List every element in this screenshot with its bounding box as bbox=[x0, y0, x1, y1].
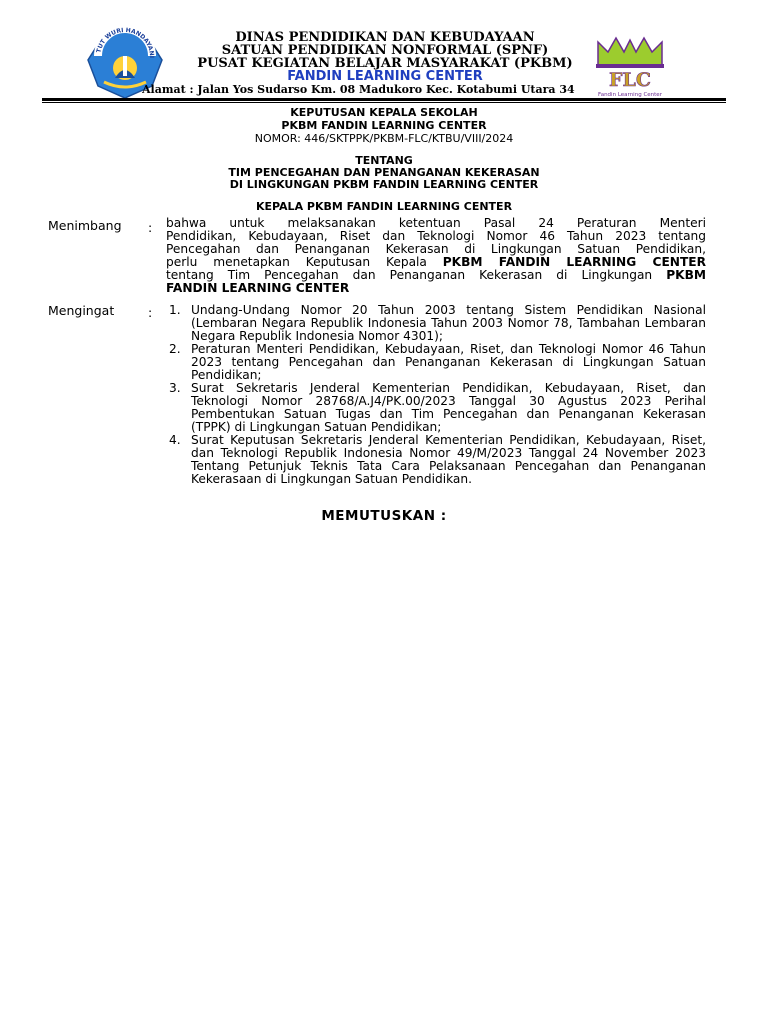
flc-logo bbox=[588, 36, 672, 98]
menimbang-line: bahwa untuk melaksanakan ketentuan Pasal 24 Peraturan Menteri bbox=[166, 216, 706, 230]
menimbang-line: Pendidikan, Kebudayaan, Riset dan Teknologi Nomor 46 Tahun 2023 tentang bbox=[166, 229, 706, 243]
menimbang-line: tentang Tim Pencegahan dan Penanganan Kekerasan di Lingkungan PKBM bbox=[166, 268, 706, 282]
menimbang-colon: : bbox=[148, 220, 153, 235]
decree-number: NOMOR: 446/SKTPPK/PKBM-FLC/KTBU/VIII/2024 bbox=[254, 132, 514, 145]
decree-signer-title: KEPALA PKBM FANDIN LEARNING CENTER bbox=[255, 200, 513, 213]
logo-motto: TUT WURI HANDAYANI bbox=[95, 26, 156, 59]
mengingat-list bbox=[166, 304, 706, 486]
letterhead-rule-thin bbox=[42, 102, 726, 103]
tentang-label: TENTANG bbox=[355, 154, 413, 167]
decree-title: KEPUTUSAN KEPALA SEKOLAH bbox=[290, 106, 478, 119]
menimbang-line: Pencegahan dan Penanganan Kekerasan di Lingkungan Satuan Pendidikan, bbox=[166, 242, 706, 256]
menimbang-label: Menimbang bbox=[48, 218, 122, 233]
menimbang-line: perlu menetapkan Keputusan Kepala PKBM FANDIN LEARNING CENTER bbox=[166, 255, 706, 269]
menimbang-text bbox=[166, 217, 706, 295]
flc-logo-caption: Fandin Learning Center bbox=[598, 92, 662, 98]
mengingat-colon: : bbox=[148, 305, 153, 320]
pkbm-name: PUSAT KEGIATAN BELAJAR MASYARAKAT (PKBM) bbox=[197, 56, 573, 71]
school-name: FANDIN LEARNING CENTER bbox=[287, 69, 483, 84]
decree-subject-line2: DI LINGKUNGAN PKBM FANDIN LEARNING CENTER bbox=[229, 178, 539, 191]
address-line: Alamat : Jalan Yos Sudarso Km. 08 Madukoro Kec. Kotabumi Utara 34 bbox=[142, 83, 575, 96]
list-item: 4. Surat Keputusan Sekretaris Jenderal Kementerian Pendidikan, Kebudayaan, Riset, dan Teknologi Republik Indonesia Nomor 49/M/2023 Tanggal 24 November 2023 Tentang Petunjuk Teknis Tata Cara Pelaksanaan Pencegahan dan Penanganan Kekerasaan di Lingkungan Satuan Pendidikan. bbox=[169, 433, 706, 486]
menimbang-line: FANDIN LEARNING CENTER bbox=[166, 281, 350, 295]
list-item: 3. Surat Sekretaris Jenderal Kementerian Pendidikan, Kebudayaan, Riset, dan Teknologi Nomor 28768/A.J4/PK.00/2023 Tanggal 30 Agustus 2023 Perihal Pembentukan Satuan Tugas dan Tim Pencegahan dan Penanganan Kekerasan (TPPK) di Lingkungan Satuan Pendidikan; bbox=[169, 381, 706, 434]
list-item: 1. Undang-Undang Nomor 20 Tahun 2003 tentang Sistem Pendidikan Nasional (Lembaran Negara Republik Indonesia Tahun 2003 Nomor 78, Tambahan Lembaran Negara Republik Indonesia Nomor 4301); bbox=[169, 303, 706, 343]
agency-name: DINAS PENDIDIKAN DAN KEBUDAYAAN bbox=[235, 30, 535, 45]
memutuskan-heading: MEMUTUSKAN : bbox=[321, 508, 447, 524]
decree-subject-line1: TIM PENCEGAHAN DAN PENANGANAN KEKERASAN bbox=[228, 166, 540, 179]
flc-logo-text: FLC bbox=[609, 69, 651, 91]
letterhead-rule bbox=[42, 98, 726, 101]
list-item: 2. Peraturan Menteri Pendidikan, Kebudayaan, Riset, dan Teknologi Nomor 46 Tahun 2023 tentang Pencegahan dan Penanganan Kekerasan di Lingkungan Satuan Pendidikan; bbox=[169, 342, 706, 382]
mengingat-label: Mengingat bbox=[48, 303, 115, 318]
decree-issuer: PKBM FANDIN LEARNING CENTER bbox=[281, 119, 487, 132]
unit-name: SATUAN PENDIDIKAN NONFORMAL (SPNF) bbox=[221, 43, 549, 58]
